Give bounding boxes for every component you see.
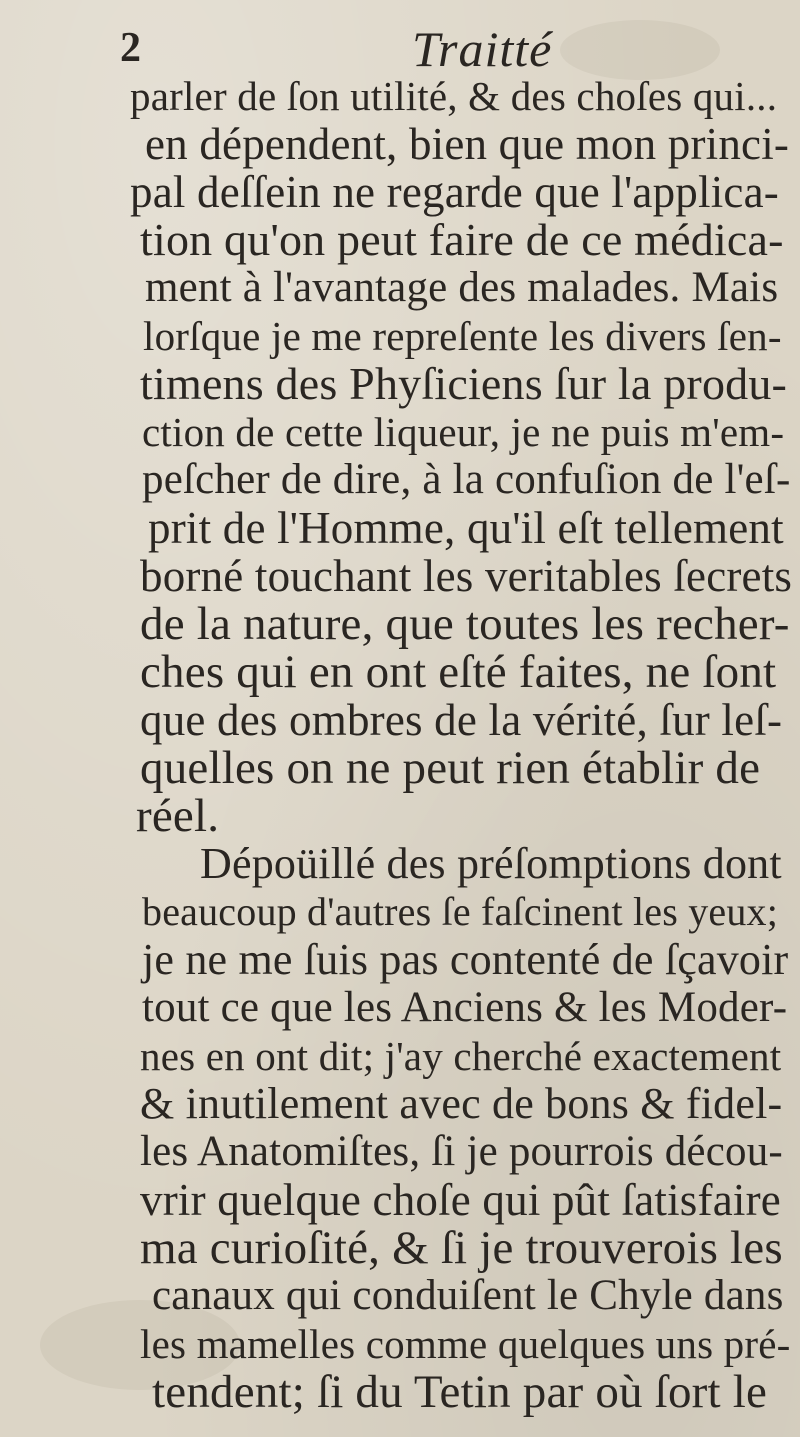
text-line: prit de l'Homme, qu'il eſt tellement — [148, 503, 784, 553]
text-line: de la nature, que toutes les recher- — [140, 598, 790, 650]
text-line: parler de ſon utilité, & des choſes qui... — [130, 73, 778, 119]
text-line: tendent; ſi du Tetin par où ſort le — [152, 1366, 768, 1418]
text-line: ches qui en ont eſté faites, ne ſont — [140, 646, 777, 698]
text-line: Dépoüillé des préſomptions dont — [200, 839, 782, 888]
text-line: je ne me ſuis pas contenté de ſçavoir — [142, 935, 789, 984]
page-number: 2 — [120, 25, 141, 71]
text-line: ment à l'avantage des malades. Mais — [145, 264, 779, 311]
text-line: tion qu'on peut faire de ce médica- — [140, 214, 784, 265]
text-line: peſcher de dire, à la confuſion de l'eſ- — [142, 456, 791, 503]
text-line: pal deſſein ne regarde que l'applica- — [130, 167, 779, 217]
page-header — [120, 10, 680, 80]
text-line: les mamelles comme quelques uns pré- — [140, 1321, 791, 1367]
text-line: canaux qui conduiſent le Chyle dans — [152, 1272, 784, 1319]
text-line: nes en ont dit; j'ay cherché exactement — [140, 1033, 782, 1079]
text-line: ma curioſité, & ſi je trouverois les — [140, 1222, 783, 1274]
running-title: Traitté — [412, 21, 553, 77]
text-line: tout ce que les Anciens & les Moder- — [142, 984, 788, 1031]
text-line: timens des Phyſiciens ſur la produ- — [140, 358, 788, 409]
text-line: borné touchant les veritables ſecrets — [140, 551, 793, 601]
text-line: que des ombres de la vérité, ſur leſ- — [140, 695, 783, 745]
text-line: réel. — [136, 790, 220, 842]
text-line: quelles on ne peut rien établir de — [140, 742, 761, 794]
text-line: & inutilement avec de bons & fidel- — [140, 1079, 783, 1128]
text-line: beaucoup d'autres ſe faſcinent les yeux; — [142, 889, 779, 934]
text-line: lorſque je me repreſente les divers ſen- — [143, 313, 782, 359]
text-line: vrir quelque choſe qui pût ſatisfaire — [140, 1175, 781, 1225]
text-line: ction de cette liqueur, je ne puis m'em- — [142, 409, 785, 455]
text-line: les Anatomiſtes, ſi je pourrois décou- — [140, 1128, 783, 1175]
text-line: en dépendent, bien que mon princi- — [145, 119, 790, 169]
